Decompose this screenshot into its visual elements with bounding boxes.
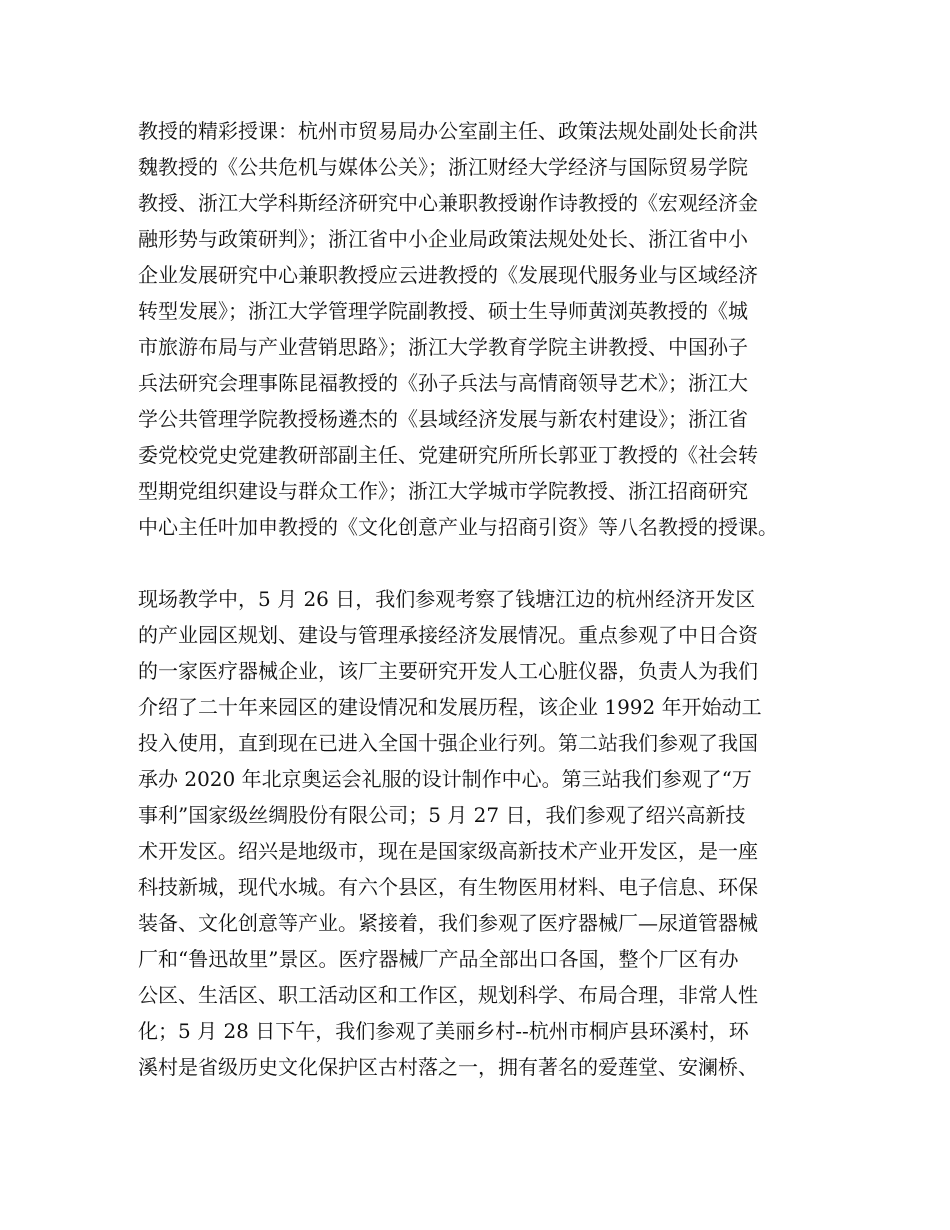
- paragraph-field-visits: [138, 581, 828, 1085]
- text-line: 兵法研究会理事陈昆福教授的《孙子兵法与高情商领导艺术》；浙江大: [138, 371, 748, 395]
- text-line: 投入使用，直到现在已进入全国十强企业行列。第二站我们参观了我国: [138, 731, 758, 755]
- text-line: 的一家医疗器械企业，该厂主要研究开发人工心脏仪器，负责人为我们: [138, 659, 758, 683]
- text-line: 公区、生活区、职工活动区和工作区，规划科学、布局合理，非常人性: [138, 983, 758, 1007]
- text-line: 术开发区。绍兴是地级市，现在是国家级高新技术产业开发区，是一座: [138, 839, 758, 863]
- text-line: 的产业园区规划、建设与管理承接经济发展情况。重点参观了中日合资: [138, 623, 758, 647]
- text-line: 溪村是省级历史文化保护区古村落之一，拥有著名的爱莲堂、安澜桥、: [138, 1055, 758, 1079]
- text-line: 装备、文化创意等产业。紧接着，我们参观了医疗器械厂—尿道管器械: [138, 911, 758, 935]
- text-line: 科技新城，现代水城。有六个县区，有生物医用材料、电子信息、环保: [138, 875, 758, 899]
- text-line: 学公共管理学院教授杨遴杰的《县域经济发展与新农村建设》；浙江省: [138, 407, 748, 431]
- text-line: 市旅游布局与产业营销思路》；浙江大学教育学院主讲教授、中国孙子: [138, 335, 748, 359]
- text-line: 教授、浙江大学科斯经济研究中心兼职教授谢作诗教授的《宏观经济金: [138, 191, 758, 215]
- text-line: 企业发展研究中心兼职教授应云进教授的《发展现代服务业与区域经济: [138, 263, 758, 287]
- text-line: 化；5 月 28 日下午，我们参观了美丽乡村--杭州市桐庐县环溪村，环: [138, 1019, 749, 1043]
- text-line: 型期党组织建设与群众工作》；浙江大学城市学院教授、浙江招商研究: [138, 479, 748, 503]
- text-line: 融形势与政策研判》；浙江省中小企业局政策法规处处长、浙江省中小: [138, 227, 748, 251]
- text-line: 委党校党史党建教研部副主任、党建研究所所长郭亚丁教授的《社会转: [138, 443, 758, 467]
- text-line: 转型发展》；浙江大学管理学院副教授、硕士生导师黄浏英教授的《城: [138, 299, 748, 323]
- paragraph-lecture-list: [138, 113, 828, 545]
- text-line: 现场教学中，5 月 26 日，我们参观考察了钱塘江边的杭州经济开发区: [138, 587, 756, 611]
- text-line: 厂和“鲁迅故里”景区。医疗器械厂产品全部出口各国，整个厂区有办: [138, 947, 739, 971]
- text-line: 教授的精彩授课：杭州市贸易局办公室副主任、政策法规处副处长俞洪: [138, 119, 758, 143]
- text-line: 介绍了二十年来园区的建设情况和发展历程，该企业 1992 年开始动工: [138, 695, 762, 719]
- text-line: 事利”国家级丝绸股份有限公司；5 月 27 日，我们参观了绍兴高新技: [138, 803, 746, 827]
- text-line: 中心主任叶加申教授的《文化创意产业与招商引资》等八名教授的授课。: [138, 515, 778, 539]
- text-line: 魏教授的《公共危机与媒体公关》；浙江财经大学经济与国际贸易学院: [138, 155, 748, 179]
- text-line: 承办 2020 年北京奥运会礼服的设计制作中心。第三站我们参观了“万: [138, 767, 752, 791]
